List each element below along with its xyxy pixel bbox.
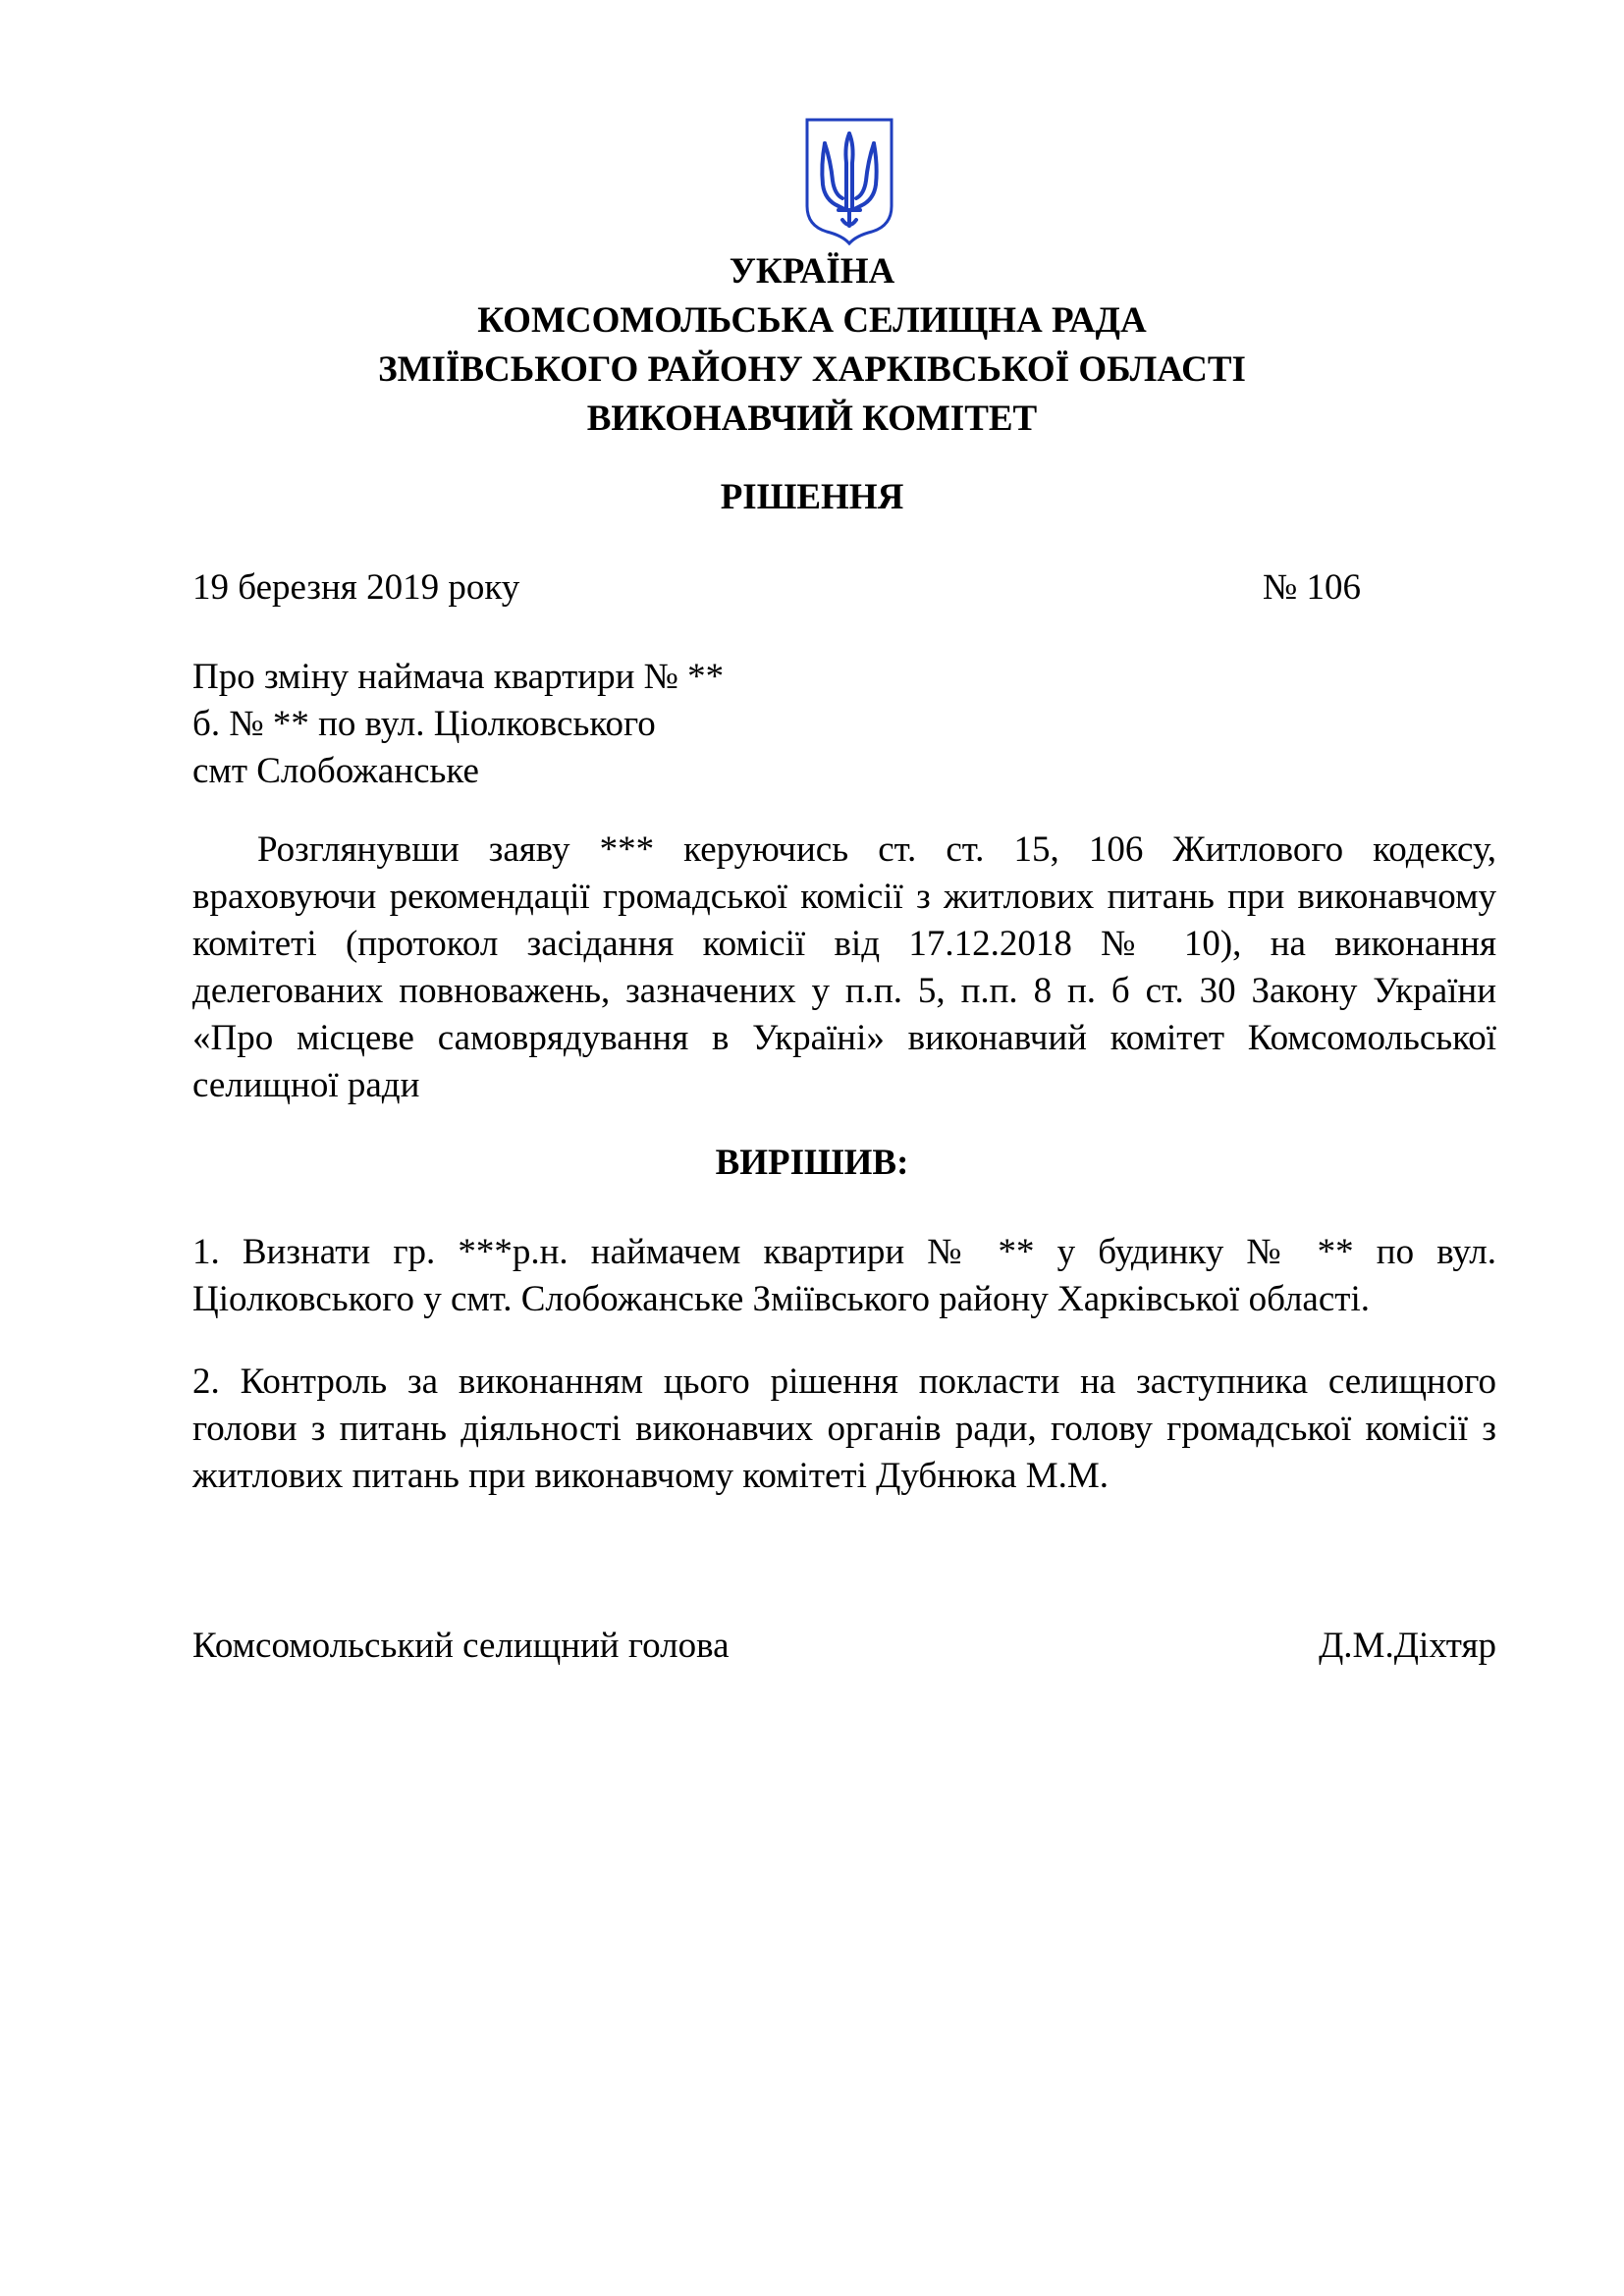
document-subject [192, 654, 724, 795]
issuer-header [0, 247, 1624, 444]
subject-line-3: смт Слобожанське [192, 751, 479, 791]
document-title: РІШЕННЯ [720, 477, 904, 517]
subject-line-1: Про зміну наймача квартири № ** [192, 657, 725, 697]
header-committee: ВИКОНАВЧИЙ КОМІТЕТ [586, 399, 1038, 439]
resolution-heading: ВИРІШИВ: [715, 1143, 909, 1183]
header-country: УКРАЇНА [729, 251, 895, 292]
signatory-name: Д.М.Діхтяр [1319, 1626, 1496, 1666]
preamble-paragraph: Розглянувши заяву *** керуючись ст. ст. 15, 106 Житлового кодексу, враховуючи рекомендації громадської комісії з житлових питань при виконавчому комітеті (протокол засідання комісії від 17.12.2018 № 10), на виконання делегованих повноважень, зазначених у п.п. 5, п.п. 8 п. б ст. 30 Закону України «Про місцеве самоврядування в Україні» виконавчий комітет Комсомольської селищної ради [192, 829, 1496, 1105]
ukraine-coat-of-arms-icon [803, 116, 895, 245]
resolution-item-2: 2. Контроль за виконанням цього рішення покласти на заступника селищного голови з питань діяльності виконавчих органів ради, голову громадської комісії з житлових питань при виконавчому комітеті Дубнюка М.М. [192, 1362, 1496, 1496]
header-council: КОМСОМОЛЬСЬКА СЕЛИЩНА РАДА [477, 300, 1147, 341]
header-district: ЗМІЇВСЬКОГО РАЙОНУ ХАРКІВСЬКОЇ ОБЛАСТІ [378, 349, 1246, 390]
signatory-position: Комсомольський селищний голова [192, 1626, 730, 1666]
document-date: 19 березня 2019 року [192, 567, 520, 608]
subject-line-2: б. № ** по вул. Ціолковського [192, 704, 656, 744]
signature-block [192, 1622, 1496, 1671]
date-number-line [192, 563, 1361, 613]
document-number: № 106 [1262, 567, 1361, 608]
resolution-item-1: 1. Визнати гр. ***р.н. наймачем квартири № ** у будинку № ** по вул. Ціолковського у смт. Слобожанське Зміївського району Харківської області. [192, 1232, 1496, 1319]
